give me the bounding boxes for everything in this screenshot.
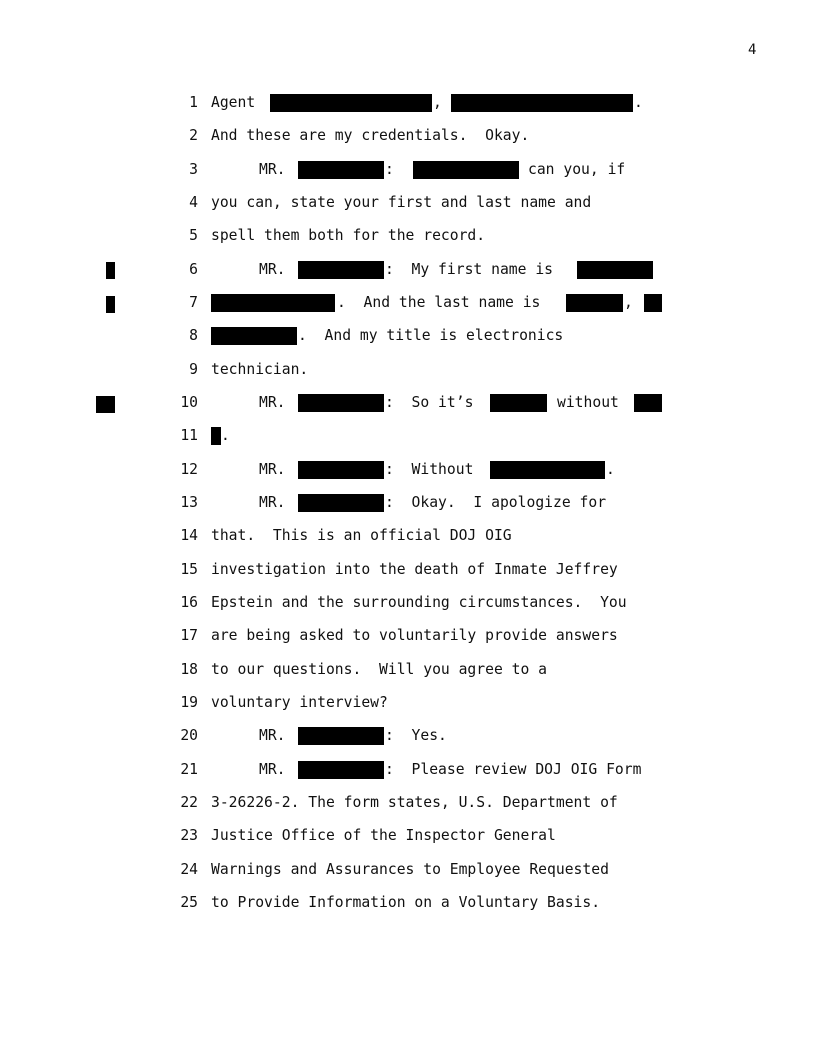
transcript-line (0, 525, 816, 547)
line-text: to Provide Information on a Voluntary Basis. (211, 894, 601, 911)
redaction-block (577, 261, 653, 279)
line-text: : (385, 161, 394, 178)
transcript-line (0, 92, 816, 114)
line-text: Justice Office of the Inspector General (211, 827, 556, 844)
redaction-block (490, 461, 605, 479)
transcript-line (0, 892, 816, 914)
line-number: 8 (189, 327, 198, 344)
transcript-line (0, 725, 816, 747)
transcript-line (0, 425, 816, 447)
line-number: 22 (180, 794, 198, 811)
line-text: can you, if (528, 161, 626, 178)
transcript-line (0, 325, 816, 347)
transcript-line (0, 592, 816, 614)
line-text: . (606, 461, 615, 478)
redaction-block (211, 327, 297, 345)
line-text: : Okay. I apologize for (385, 494, 607, 511)
line-text: : Without (385, 461, 474, 478)
transcript-line (0, 559, 816, 581)
line-text: And these are my credentials. Okay. (211, 127, 530, 144)
line-number: 1 (189, 94, 198, 111)
line-text: : Yes. (385, 727, 447, 744)
redaction-block (211, 427, 221, 445)
redaction-block (298, 494, 384, 512)
line-number: 21 (180, 761, 198, 778)
line-number: 13 (180, 494, 198, 511)
redaction-block (298, 461, 384, 479)
transcript-line (0, 292, 816, 314)
line-number: 15 (180, 561, 198, 578)
line-text: Warnings and Assurances to Employee Requested (211, 861, 609, 878)
line-number: 18 (180, 661, 198, 678)
redaction-block (298, 394, 384, 412)
line-text: : My first name is (385, 261, 554, 278)
transcript-line (0, 759, 816, 781)
line-text: to our questions. Will you agree to a (211, 661, 548, 678)
transcript-line (0, 125, 816, 147)
line-number: 16 (180, 594, 198, 611)
line-text: , (624, 294, 633, 311)
line-text: Agent (211, 94, 256, 111)
line-text: : So it’s (385, 394, 474, 411)
line-number: 23 (180, 827, 198, 844)
transcript-line (0, 459, 816, 481)
line-number: 6 (189, 261, 198, 278)
redaction-block (298, 261, 384, 279)
line-number: 9 (189, 361, 198, 378)
line-text: MR. (259, 727, 286, 744)
redaction-block (298, 761, 384, 779)
line-text: . (634, 94, 643, 111)
transcript-line (0, 259, 816, 281)
transcript-line (0, 859, 816, 881)
transcript-line (0, 192, 816, 214)
line-text: . And the last name is (337, 294, 541, 311)
line-number: 10 (180, 394, 198, 411)
line-text: MR. (259, 394, 286, 411)
line-number: 25 (180, 894, 198, 911)
line-number: 7 (189, 294, 198, 311)
line-number: 20 (180, 727, 198, 744)
line-number: 19 (180, 694, 198, 711)
redaction-block (566, 294, 623, 312)
redaction-block (490, 394, 547, 412)
line-text: spell them both for the record. (211, 227, 486, 244)
transcript-line (0, 625, 816, 647)
redaction-block (298, 161, 384, 179)
line-text: MR. (259, 161, 286, 178)
line-number: 3 (189, 161, 198, 178)
margin-redaction-mark (106, 296, 115, 313)
line-text: voluntary interview? (211, 694, 388, 711)
transcript-line (0, 159, 816, 181)
page-number: 4 (748, 42, 757, 58)
line-number: 12 (180, 461, 198, 478)
line-text: investigation into the death of Inmate Jeffrey (211, 561, 618, 578)
line-text: : Please review DOJ OIG Form (385, 761, 642, 778)
line-number: 17 (180, 627, 198, 644)
redaction-block (270, 94, 432, 112)
line-text: MR. (259, 494, 286, 511)
transcript-line (0, 359, 816, 381)
line-text: . And my title is electronics (298, 327, 564, 344)
line-text: you can, state your first and last name and (211, 194, 592, 211)
transcript-line (0, 792, 816, 814)
margin-redaction-mark (96, 396, 115, 413)
line-text: without (557, 394, 619, 411)
line-text: technician. (211, 361, 309, 378)
redaction-block (634, 394, 662, 412)
transcript-line (0, 692, 816, 714)
line-number: 4 (189, 194, 198, 211)
line-text: are being asked to voluntarily provide answers (211, 627, 618, 644)
line-number: 14 (180, 527, 198, 544)
line-text: MR. (259, 261, 286, 278)
transcript-line (0, 492, 816, 514)
line-text: 3-26226-2. The form states, U.S. Department of (211, 794, 618, 811)
transcript-line (0, 392, 816, 414)
line-text: , (433, 94, 442, 111)
redaction-block (451, 94, 633, 112)
line-text: MR. (259, 461, 286, 478)
redaction-block (211, 294, 335, 312)
transcript-line (0, 825, 816, 847)
margin-redaction-mark (106, 262, 115, 279)
line-text: . (221, 427, 230, 444)
transcript-line (0, 225, 816, 247)
redaction-block (298, 727, 384, 745)
transcript-line (0, 659, 816, 681)
redaction-block (644, 294, 662, 312)
line-number: 11 (180, 427, 198, 444)
redaction-block (413, 161, 519, 179)
line-number: 2 (189, 127, 198, 144)
line-number: 5 (189, 227, 198, 244)
line-text: MR. (259, 761, 286, 778)
line-text: Epstein and the surrounding circumstances. You (211, 594, 627, 611)
line-text: that. This is an official DOJ OIG (211, 527, 512, 544)
line-number: 24 (180, 861, 198, 878)
